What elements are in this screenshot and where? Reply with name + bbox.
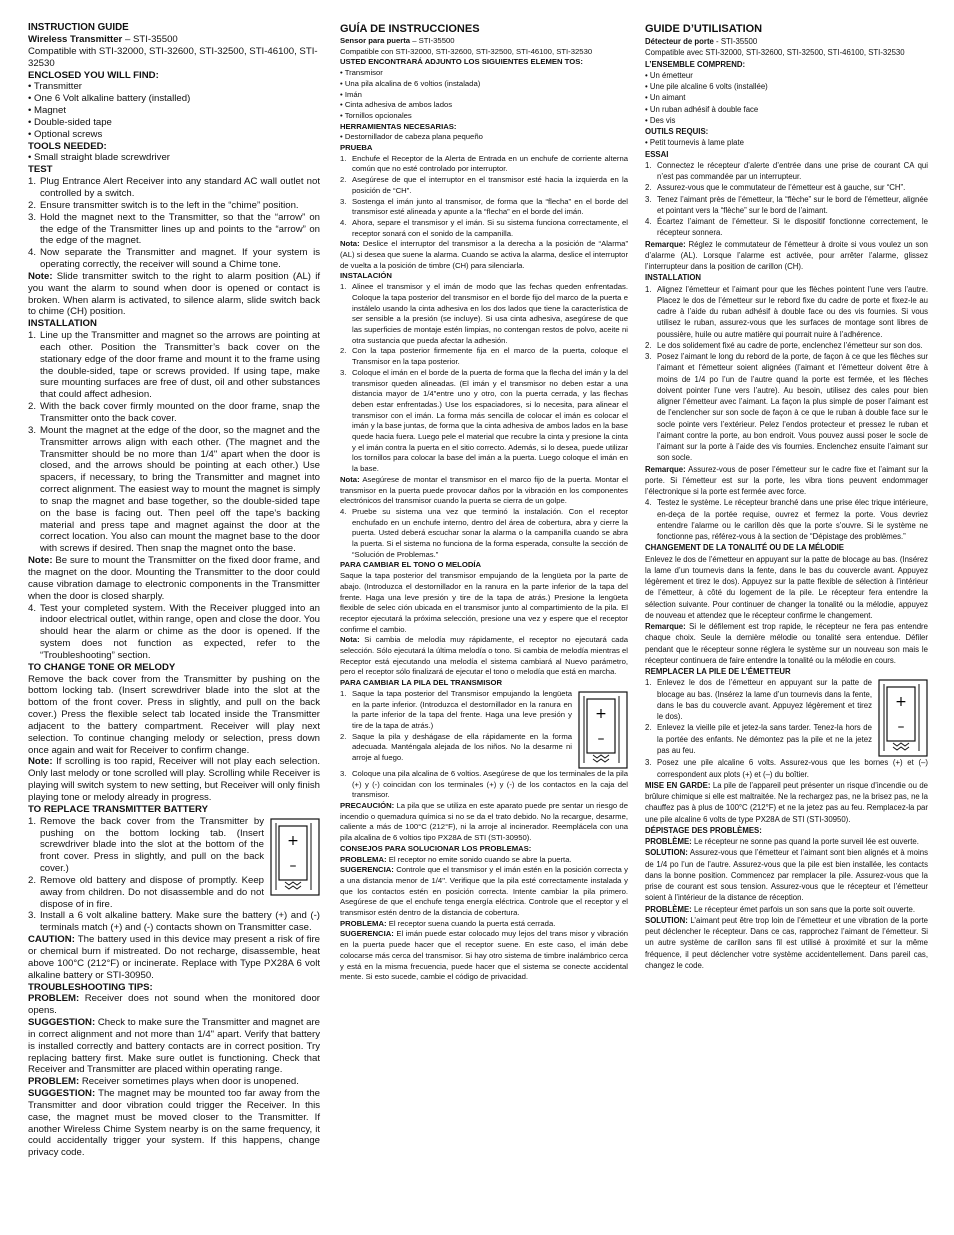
enclosed-item: • Magnet bbox=[28, 105, 67, 117]
instruction-guide-title: GUIDE D’UTILISATION bbox=[645, 23, 763, 35]
test-step: 1. Plug Entrance Alert Receiver into any standard AC wall outlet not controlled by a switch. bbox=[28, 176, 320, 199]
note-alarm: Remarque: Réglez le commutateur de l’émetteur à droite si vous voulez un son d’alarme (AL). Lorsque l’alarme est activée, pour arrêter l’alarme, glissez l’interrupteur dans la position de carillon (CH). bbox=[645, 239, 928, 271]
note-scrolling: Remarque: Si le défilement est trop rapide, le récepteur ne fera pas entendre chaque choix. Seule la dernière mélodie ou tonalité sera entendue. Défiler pendant que le récepteur sonne réglera le système sur un nouveau son mais le récepteur continuera de faire entendre la tonalité ou la mélodie en cours. bbox=[645, 622, 928, 665]
svg-text:+: + bbox=[895, 694, 907, 711]
test-step: 1. Connectez le récepteur d’alerte d’entrée dans une prise de courant CA qui n’est pas commandée par un interrupteur. bbox=[645, 160, 928, 181]
enclosed-item: • Transmisor bbox=[340, 68, 383, 78]
battery-step: 2. Saque la pila y deshágase de ella rápidamente en la forma adecuada. Manténgala alejada de los niños. No la desarme ni arroje al fuego. bbox=[340, 731, 572, 763]
battery-steps bbox=[28, 816, 264, 911]
tools-heading: HERRAMIENTAS NECESARIAS: bbox=[340, 121, 457, 131]
enclosed-item: • Transmitter bbox=[28, 81, 83, 93]
enclosed-item: • Un aimant bbox=[645, 93, 686, 103]
test-step: 2. Assurez-vous que le commutateur de l’émetteur est à gauche, sur “CH”. bbox=[645, 183, 906, 193]
troubleshooting-heading: CONSEJOS PARA SOLUCIONAR LOS PROBLEMAS: bbox=[340, 843, 532, 853]
trouble-entry: PROBLEM: Receiver sometimes plays when door is unopened. bbox=[28, 1076, 299, 1088]
compatibility-text: Compatible con STI-32000, STI-32600, STI-32500, STI-46100, STI-32530 bbox=[340, 46, 593, 56]
trouble-entry: SUGERENCIA: El imán puede estar colocado muy lejos del trans misor y vibración en la puerta puede hacer que el receptor suene. En este caso, el imán debe colocarse más cerca del transmisor. Si hay otro sistema de timbre inalámbrico cerca y está en la misma frecuencia, puede hacer que el sistema se conecte accidental mente. Si esto sucede, cambie el código de privacidad. bbox=[340, 929, 628, 982]
product-line: Détecteur de porte - STI-35500 bbox=[645, 37, 758, 46]
test-step: 4. Now separate the Transmitter and magnet. If your system is operating correctly, the receiver will sound a Chime tone. bbox=[28, 247, 320, 271]
installation-step: 4. Pruebe su sistema una vez que terminó la instalación. Con el receptor enchufado en un enchufe interno, dentro del área de cobertura, abra y cierre la puerta. Usted deberá escuchar sonar la alarma o la campanilla cuando se abra la puerta. Si el sistema no funciona de la forma esperada, consulte la sección de “Solución de Problemas.” bbox=[340, 506, 628, 559]
test-steps bbox=[645, 160, 928, 239]
test-steps bbox=[28, 176, 320, 271]
trouble-entry: PROBLEMA: El receptor no emite sonido cuando se abre la puerta. bbox=[340, 854, 572, 864]
installation-step: 2. Con la tapa posterior firmemente fija en el marco de la puerta, coloque el Transmisor en la tapa posterior. bbox=[340, 346, 628, 367]
melody-heading: TO CHANGE TONE OR MELODY bbox=[28, 661, 176, 673]
melody-heading: CHANGEMENT DE LA TONALITÉ OU DE LA MÉLODIE bbox=[645, 543, 844, 553]
svg-text:–: – bbox=[897, 719, 905, 736]
battery-diagram-icon bbox=[578, 691, 628, 769]
troubleshooting-heading: DÉPISTAGE DES PROBLÈMES: bbox=[645, 825, 762, 835]
note-scrolling: Note: If scrolling is too rapid, Receiver will not play each selection. Only last melody or tone scrolled will play. Scrolling while Receiver is playing will switch system to new setting, but Receiver will only finish playing tone or melody already in progress. bbox=[28, 756, 320, 803]
tools-heading: TOOLS NEEDED: bbox=[28, 140, 107, 152]
test-step: 3. Tenez l’aimant près de l’émetteur, la “flèche” sur le bord de l’émetteur, alignée et pointant vers la “flèche” sur le bord de l’aimant. bbox=[645, 194, 928, 215]
enclosed-item: • Imán bbox=[340, 89, 362, 99]
product-line: Wireless Transmitter – STI-35500 bbox=[28, 34, 178, 45]
test-step: 2. Ensure transmitter switch is to the left in the “chime” position. bbox=[28, 199, 299, 211]
product-line: Sensor para puerta – STI-35500 bbox=[340, 36, 455, 45]
installation-steps-cont bbox=[28, 603, 320, 662]
installation-step: 3. Posez l’aimant le long du rebord de la porte, de façon à ce que les flèches sur l’aimant et l’émetteur soient alignées (l’aimant et l’émetteur doivent être à moins de 1/4 po l’un de l’autre quand la porte est fermée, et les flèches doivent pointer l’une vers l’autre). Au besoin, utilisez des cales pour bien aligner l’émetteur avec l’aimant. La façon la plus simple de poser l’aimant est de l’enclencher sur son socle de façon à ce que le ruban à double face sur le socle pointe vers l’extérieur. Pelez l’endos protecteur et pressez le ruban et l’aimant contre la porte, au bon endroit. Vous pouvez aussi poser le socle de l’aimant sur la porte à l’aide des vis fournies. Enclenchez ensuite l’aimant sur son socle. bbox=[645, 352, 928, 463]
enclosed-heading: L’ENSEMBLE COMPREND: bbox=[645, 59, 746, 69]
installation-steps bbox=[28, 330, 320, 555]
installation-steps bbox=[645, 284, 928, 464]
tools-item: • Petit tournevis à lame plate bbox=[645, 138, 744, 148]
trouble-entry: SUGGESTION: The magnet may be mounted too far away from the Transmitter and door vibration could trigger the Receiver. In this case, the magnet must be moved closer to the Transmitter. If another Wireless Chime System nearby is on the same frequency, it could accidentally trigger your system. If this happens, change privacy code. bbox=[28, 1088, 320, 1159]
trouble-entry: SUGERENCIA: Controle que el transmisor y el imán estén en la posición correcta y a una distancia menor de 1/4". Verifique que la pila esté correctamente instalada y que los contactos estén en posición correcta. Intente cambiar la pila primero. Asegúrese de que el enchufe tenga energía eléctrica. Controle que el receptor y el transmisor estén dentro de la distancia de cobertura. bbox=[340, 865, 628, 918]
trouble-entry: SOLUTION: L’aimant peut être trop loin de l’émetteur et une vibration de la porte peut déclencher le récepteur. Dans ce cas, rapprochez l’aimant de l’émetteur. Si un autre système de carillon sans fil est utilisé à proximité et sur la même fréquence, il peut déclencher votre système accidentellement. Dans pareil cas, changez le code. bbox=[645, 915, 928, 970]
enclosed-item: • Des vis bbox=[645, 115, 676, 125]
svg-text:+: + bbox=[595, 705, 607, 722]
installation-step: 3. Mount the magnet at the edge of the door, so the magnet and the Transmitter arrows align with each other. (The magnet and the Transmitter should be no more than 1/4" apart when the door is closed, and the arrows should be pointing at each other.) Use spacers, if necessary, to bring the Transmitter and magnet into correct alignment. The easiest way to mount the magnet is simply to snap the magnet and base together, so the double-sided tape on the base is facing out. Then peel off the tape’s backing material and press tape and magnet against the door at the correct location. You also can mount the magnet base to the door with screws if desired. Then snap the magnet onto the base. bbox=[28, 424, 320, 555]
enclosed-item: • Tornillos opcionales bbox=[340, 110, 412, 120]
test-step: 4. Écartez l’aimant de l’émetteur. Si le dispositif fonctionne correctement, le récepteur sonnera. bbox=[645, 217, 928, 238]
battery-heading: REMPLACER LA PILE DE L’ÉMETTEUR bbox=[645, 667, 791, 676]
note-mounting: Nota: Asegúrese de montar el transmisor en el marco fijo de la puerta. Montar el transmisor en la puerta puede provocar daños por la vibración en los componentes electrónicos del transmisor cuando la puerta se cierra de un golpe. bbox=[340, 474, 628, 506]
enclosed-item: • Double-sided tape bbox=[28, 116, 112, 128]
svg-text:–: – bbox=[289, 857, 297, 874]
battery-steps-cont bbox=[645, 757, 928, 780]
instruction-guide-title: INSTRUCTION GUIDE bbox=[28, 22, 129, 33]
enclosed-item: • One 6 Volt alkaline battery (installed) bbox=[28, 93, 191, 105]
installation-step: 4. Testez le système. Le récepteur branché dans une prise élec trique intérieure, en-deça de la portée requise, ouvrez et fermez la porte. Vous devriez entendre l’alarme ou le carillon dès que la porte s’ouvre. Si le système ne fonctionne pas, référez-vous à la section de “Dépistage des problèmes.” bbox=[645, 498, 928, 541]
french-column bbox=[645, 22, 928, 971]
enclosed-item: • Un émetteur bbox=[645, 70, 693, 80]
battery-heading: TO REPLACE TRANSMITTER BATTERY bbox=[28, 803, 208, 815]
instruction-guide-title: GUÍA DE INSTRUCCIONES bbox=[340, 23, 480, 35]
installation-heading: INSTALLATION bbox=[645, 273, 702, 283]
note-alarm: Nota: Deslice el interruptor del transmisor a la derecha a la posición de “Alarma” (AL) si desea que suene la alarma. Cuando se activa la alarma, deslice el interruptor de vuelta a la posición de timbre (CH) para silenciarla. bbox=[340, 239, 629, 270]
trouble-entry: PROBLÈME: Le récepteur émet parfois un son sans que la porte soit ouverte. bbox=[645, 904, 916, 914]
battery-heading: PARA CAMBIAR LA PILA DEL TRANSMISOR bbox=[340, 678, 503, 688]
caution-text: CAUTION: The battery used in this device may present a risk of fire or chemical burn if mistreated. Do not recharge, disassemble, heat above 100°C (212°F) or incinerate. Replace with Type PX28A 6 volt alkaline battery or STI-30950. bbox=[28, 934, 320, 981]
tools-heading: OUTILS REQUIS: bbox=[645, 127, 709, 136]
test-heading: ESSAI bbox=[645, 149, 669, 159]
installation-step: 3. Coloque el imán en el borde de la puerta de forma que la flecha del imán y la del transmisor queden alineadas. (El imán y el transmisor no deben estar a una distancia mayor de 1/4"entre uno y otro, con la puerta cerrada, y las flechas deben estar enfrentadas.) Use los espaciadores, si lo necesita, para alinear el transmisor con el imán. La forma más sencilla de colocar el imán es colocar el imán y la base juntas, de forma que la cinta adhesiva de ambos lados en la base quede hacia fuera. Luego pele el material que recubre la cinta y presione la cinta y el imán contra la puerta en el sitio correcto. Además, si lo desea, puede utilizar los tornillos para colocar la base del imán a la puerta. Luego coloque el imán en la base. bbox=[340, 367, 628, 474]
installation-heading: INSTALACIÓN bbox=[340, 271, 392, 281]
test-step: 1. Enchufe el Receptor de la Alerta de Entrada en un enchufe de corriente alterna común que no esté controlado por interruptor. bbox=[340, 153, 628, 174]
trouble-entry: SUGGESTION: Check to make sure the Transmitter and magnet are in correct alignment and not more than 1/4" apart. Verify that battery is installed correctly and battery contacts are in correct position. Try replacing battery first. Make sure outlet is functioning. Check that Receiver and Transmitter are placed within operating range. bbox=[28, 1017, 320, 1076]
test-step: 3. Sostenga el imán junto al transmisor, de forma que la “flecha” en el borde del transmisor esté alineada y apunte a la “flecha” en el borde del imán. bbox=[340, 196, 628, 217]
installation-step: 4. Test your completed system. With the Receiver plugged into an indoor electrical outlet, within range, open and close the door. You should hear the alarm or chime as the door is opened. If the system does not function as expected, refer to the “Troubleshooting” section. bbox=[28, 602, 320, 661]
melody-heading: PARA CAMBIAR EL TONO O MELODÍA bbox=[340, 560, 482, 570]
test-step: 4. Ahora, separe el transmisor y el imán. Si su sistema funciona correctamente, el receptor sonará con el sonido de la campanilla. bbox=[340, 217, 628, 238]
battery-steps-cont bbox=[340, 769, 628, 801]
melody-text: Remove the back cover from the Transmitter by pushing on the bottom locking tab. (Insert screwdriver blade into the slot at the bottom of the front cover. Press in slightly, and pull on the back cover.) Press the flexible select tab located inside the Transmitter adjacent to the battery compartment. Receiver will play next selection. To continue changing melody or selection, press down once again and wait for Receiver to confirm change. bbox=[28, 673, 320, 756]
battery-step: 2. Enlevez la vieille pile et jetez-la sans tarder. Tenez-la hors de la portée des enfants. Ne démontez pas la pile et ne la jetez pas au feu. bbox=[645, 723, 872, 755]
installation-step: 2. Le dos solidement fixé au cadre de porte, enclenchez l’émetteur sur son dos. bbox=[645, 340, 923, 350]
tools-item: • Destornillador de cabeza plana pequeño bbox=[340, 132, 483, 142]
installation-steps-cont bbox=[645, 497, 928, 542]
installation-step: 2. With the back cover firmly mounted on the door frame, snap the Transmitter onto the back cover. bbox=[28, 401, 320, 424]
battery-step: 2. Remove old battery and dispose of promptly. Keep away from children. Do not disassemble and do not dispose of in fire. bbox=[28, 874, 264, 910]
test-heading: PRUEBA bbox=[340, 143, 373, 153]
tools-item: • Small straight blade screwdriver bbox=[28, 152, 170, 164]
trouble-entry: PROBLEM: Receiver does not sound when the monitored door opens. bbox=[28, 993, 320, 1017]
installation-heading: INSTALLATION bbox=[28, 318, 97, 330]
compatibility-text: Compatible avec STI-32000, STI-32600, STI-32500, STI-46100, STI-32530 bbox=[645, 48, 905, 58]
test-steps bbox=[340, 154, 628, 240]
caution-text: PRECAUCIÓN: La pila que se utiliza en este aparato puede pre sentar un riesgo de incendio o quemadura química si no se da el trato debido. No la recargue, desarme, caliente a más de 100°C (212°F), ni la arroje al incinerador. Reemplácela con una pila alcalina de 6 voltios tipo PX28A de STI (STI-30950). bbox=[340, 801, 628, 843]
melody-text: Enlevez le dos de l’émetteur en appuyant sur la patte de blocage au bas. (Insérez la lame d’un tournevis dans la fente, dans le bas du couvercle avant. Appuyez légèrement et tirez le dos). Appuyez sur la patte flexible de sélection à l’intérieur de l’émetteur, à côté du logement de la pile. Le récepteur fera entendre la sélection suivante. Pour continuer de changer la tonalité ou la mélodie, appuyez de nouveau et attendez que le récepteur confirme le changement. bbox=[645, 554, 928, 620]
trouble-entry: PROBLÈME: Le récepteur ne sonne pas quand la porte surveil lée est ouverte. bbox=[645, 837, 919, 846]
test-step: 2. Asegúrese de que el interruptor en el transmisor esté hacia la izquierda en la posición de “CH”. bbox=[340, 175, 628, 195]
installation-steps bbox=[340, 282, 628, 475]
note-alarm: Note: Slide transmitter switch to the right to alarm position (AL) if you want the alarm to sound when door is opened or contact is broken. When alarm is activated, to silence alarm, slide switch back to chime (CH) position. bbox=[28, 270, 320, 318]
note-mounting: Note: Be sure to mount the Transmitter on the fixed door frame, and the magnet on the door. Mounting the Transmitter to the door could cause vibration damage to electronic components in the Transmitter when the door is closed sharply. bbox=[28, 555, 320, 602]
battery-steps bbox=[340, 689, 572, 764]
battery-section bbox=[28, 816, 320, 911]
enclosed-item: • Optional screws bbox=[28, 128, 103, 140]
svg-text:–: – bbox=[597, 730, 605, 747]
battery-step: 1. Enlevez le dos de l’émetteur en appuyant sur la patte de blocage au bas. (Insérez la lame d’un tournevis dans la fente, dans le bas du couvercle avant. Appuyez légèrement et tirez le dos). bbox=[645, 678, 872, 721]
installation-step: 1. Line up the Transmitter and magnet so the arrows are pointing at each other. Position the Transmitter’s back cover on the stationary edge of the door frame and mount it to the frame using the double-sided, tape or screws provided. If using tape, make sure mounting surfaces are free of dust, oil and other substances that could affect adhesion. bbox=[28, 330, 320, 401]
battery-step: 3. Coloque una pila alcalina de 6 voltios. Asegúrese de que los terminales de la pila (+) y (-) coincidan con los terminales (+) y (-) de los contactos en la caja del transmisor. bbox=[340, 768, 628, 800]
installation-step: 1. Alinee el transmisor y el imán de modo que las fechas queden enfrentadas. Coloque la tapa posterior del transmisor en el borde fijo del marco de la puerta e instálelo usando la cinta adhesiva en los dos lados que tiene la característica de ser sensible a la presión (se incluye). Si usa cinta adhesiva, asegúrese de que las superficies de montaje estén limpias, no contengan restos de polvo, aceite ni otra sustancia que pueda afectar la adhesión. bbox=[340, 282, 628, 345]
caution-text: MISE EN GARDE: La pile de l’appareil peut présenter un risque d’incendie ou de brûlure chimique si elle est maltraitée. Ne la rechargez pas, ne la brisez pas, ne la chauffez pas à plus de 100°C (212°F) et ne la jetez pas au feu. Remplacez-la par une pile alcaline 6 volts de type PX28A de STI (STI-30950). bbox=[645, 780, 929, 824]
enclosed-heading: ENCLOSED YOU WILL FIND: bbox=[28, 69, 159, 81]
battery-steps-cont bbox=[28, 910, 320, 934]
battery-steps bbox=[645, 677, 872, 756]
trouble-entry: SOLUTION: Assurez-vous que l’émetteur et l’aimant sont bien alignés et à moins de 1/4 po l’un de l’autre. Assurez-vous que la pile est bien installée, les contacts dans la bonne position. Commencez par remplacer la pile. Assurez-vous que la prise de courant est sous tension. Assurez-vous que le récepteur et l’émetteur soient à l’intérieur de la distance de réception. bbox=[645, 848, 928, 903]
battery-diagram-icon bbox=[270, 818, 320, 896]
svg-text:+: + bbox=[287, 832, 299, 849]
compatibility-text: Compatible with STI-32000, STI-32600, STI-32500, STI-46100, STI-32530 bbox=[28, 45, 318, 69]
installation-step: 1. Alignez l’émetteur et l’aimant pour que les flèches pointent l’une vers l’autre. Placez le dos de l’émetteur sur le rebord fixe du cadre de porte et fixez-le au cadre à l’aide du ruban adhésif à double face ou des vis fournies. Si vous utilisez le ruban, assurez-vous que les surfaces de montage sont libres de poussière, huile ou autre matière qui pourrait nuire à l’adhérence. bbox=[645, 284, 928, 339]
battery-section bbox=[340, 689, 628, 769]
enclosed-item: • Une pile alcaline 6 volts (installée) bbox=[645, 82, 768, 91]
enclosed-heading: USTED ENCONTRARÁ ADJUNTO LOS SIGUIENTES ELEMEN TOS: bbox=[340, 57, 583, 67]
english-column bbox=[28, 22, 320, 1159]
troubleshooting-heading: TROUBLESHOOTING TIPS: bbox=[28, 981, 153, 993]
battery-diagram-icon bbox=[878, 679, 928, 757]
test-heading: TEST bbox=[28, 164, 53, 176]
battery-step: 1. Saque la tapa posterior del Transmisor empujando la lengüeta en la parte inferior. (Introduzca el destornillador en la ranura en la parte inferior de la tapa del frente. Haga una leve presión y tire de la tapa de atrás.) bbox=[340, 688, 572, 730]
test-step: 3. Hold the magnet next to the Transmitter, so that the “arrow” on the edge of the Transmitter lines up and points to the “arrow” on the edge of the magnet. bbox=[28, 211, 320, 247]
enclosed-item: • Cinta adhesiva de ambos lados bbox=[340, 100, 453, 110]
trouble-entry: PROBLEMA: El receptor suena cuando la puerta está cerrada. bbox=[340, 918, 556, 928]
battery-step: 3. Install a 6 volt alkaline battery. Make sure the battery (+) and (-) terminals match (+) and (-) contacts shown on Transmitter case. bbox=[28, 910, 320, 934]
spanish-column bbox=[340, 22, 628, 983]
enclosed-item: • Un ruban adhésif à double face bbox=[645, 104, 759, 114]
note-scrolling: Nota: Si cambia de melodía muy rápidamente, el receptor no ejecutará cada selección. Sólo ejecutará la última melodía o tono. Si cambia de melodía mientras el Receptor está ejecutando una melodía el sistema cambiará al Nuevo parámetro, pero el receptor sólo finalizará de ejecutar el tono o melodía que está en marcha. bbox=[340, 635, 628, 677]
melody-text: Saque la tapa posterior del transmisor empujando de la lengüeta por la parte de abajo. (Introduzca el destornillador en la ranura en la parte inferior de la tapa del frente. Haga una leve presión y tire de la tapa de atrás.) Presione la lengüeta flexible de selec ción ubicada en el transmisor junto al compartimiento de la pila. El receptor ejecutará la próxima selección, presione una vez y espere que el receptor confirme el cambio. bbox=[340, 571, 628, 634]
battery-step: 3. Posez une pile alcaline 6 volts. Assurez-vous que les bornes (+) et (–) correspondent aux plots (+) et (–) du boîtier. bbox=[645, 758, 928, 779]
battery-step: 1. Remove the back cover from the Transmitter by pushing on the bottom locking tab. (Insert screwdriver blade into the slot at the bottom of the front cover. Press in slightly, and pull on the back cover.) bbox=[28, 815, 264, 875]
enclosed-item: • Una pila alcalina de 6 voltios (instalada) bbox=[340, 78, 481, 88]
installation-steps-cont bbox=[340, 507, 628, 561]
note-mounting: Remarque: Assurez-vous de poser l’émetteur sur le cadre fixe et l’aimant sur la porte. Si l’émetteur est sur la porte, les vibra tions peuvent endommager l’électronique si la porte est fermée avec force. bbox=[645, 464, 928, 496]
battery-section bbox=[645, 677, 928, 757]
